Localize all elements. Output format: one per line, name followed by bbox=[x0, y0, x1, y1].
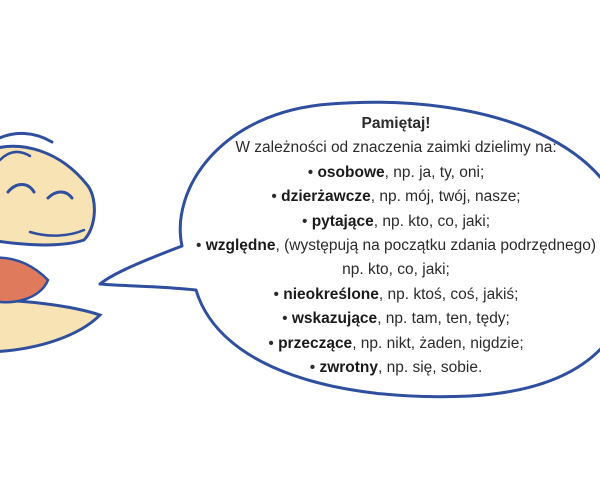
hair-stroke bbox=[0, 133, 52, 142]
list-item: • względne, (występują na początku zdania podrzędnego) bbox=[195, 237, 597, 255]
speech-bubble-text bbox=[176, 112, 600, 380]
list-item: • dzierżawcze, np. mój, twój, nasze; bbox=[271, 188, 521, 206]
note-title: Pamiętaj! bbox=[361, 115, 431, 132]
list-item: • zwrotny, np. się, sobie. bbox=[309, 359, 483, 377]
list-item: • osobowe, np. ja, ty, oni; bbox=[307, 163, 485, 181]
mouth bbox=[0, 258, 48, 303]
list-item: • pytające, np. kto, co, jaki; bbox=[301, 212, 491, 230]
list-item: • przeczące, np. nikt, żaden, nigdzie; bbox=[268, 334, 524, 352]
list-item: • nieokreślone, np. ktoś, coś, jakiś; bbox=[273, 285, 519, 303]
note-intro: W zależności od znaczenia zaimki dzielimy na: bbox=[235, 139, 557, 157]
list-item-continuation: np. kto, co, jaki; bbox=[342, 261, 450, 279]
list-item: • wskazujące, np. tam, ten, tędy; bbox=[282, 310, 510, 328]
chin-skin bbox=[0, 300, 100, 352]
cartoon-face bbox=[0, 133, 100, 352]
